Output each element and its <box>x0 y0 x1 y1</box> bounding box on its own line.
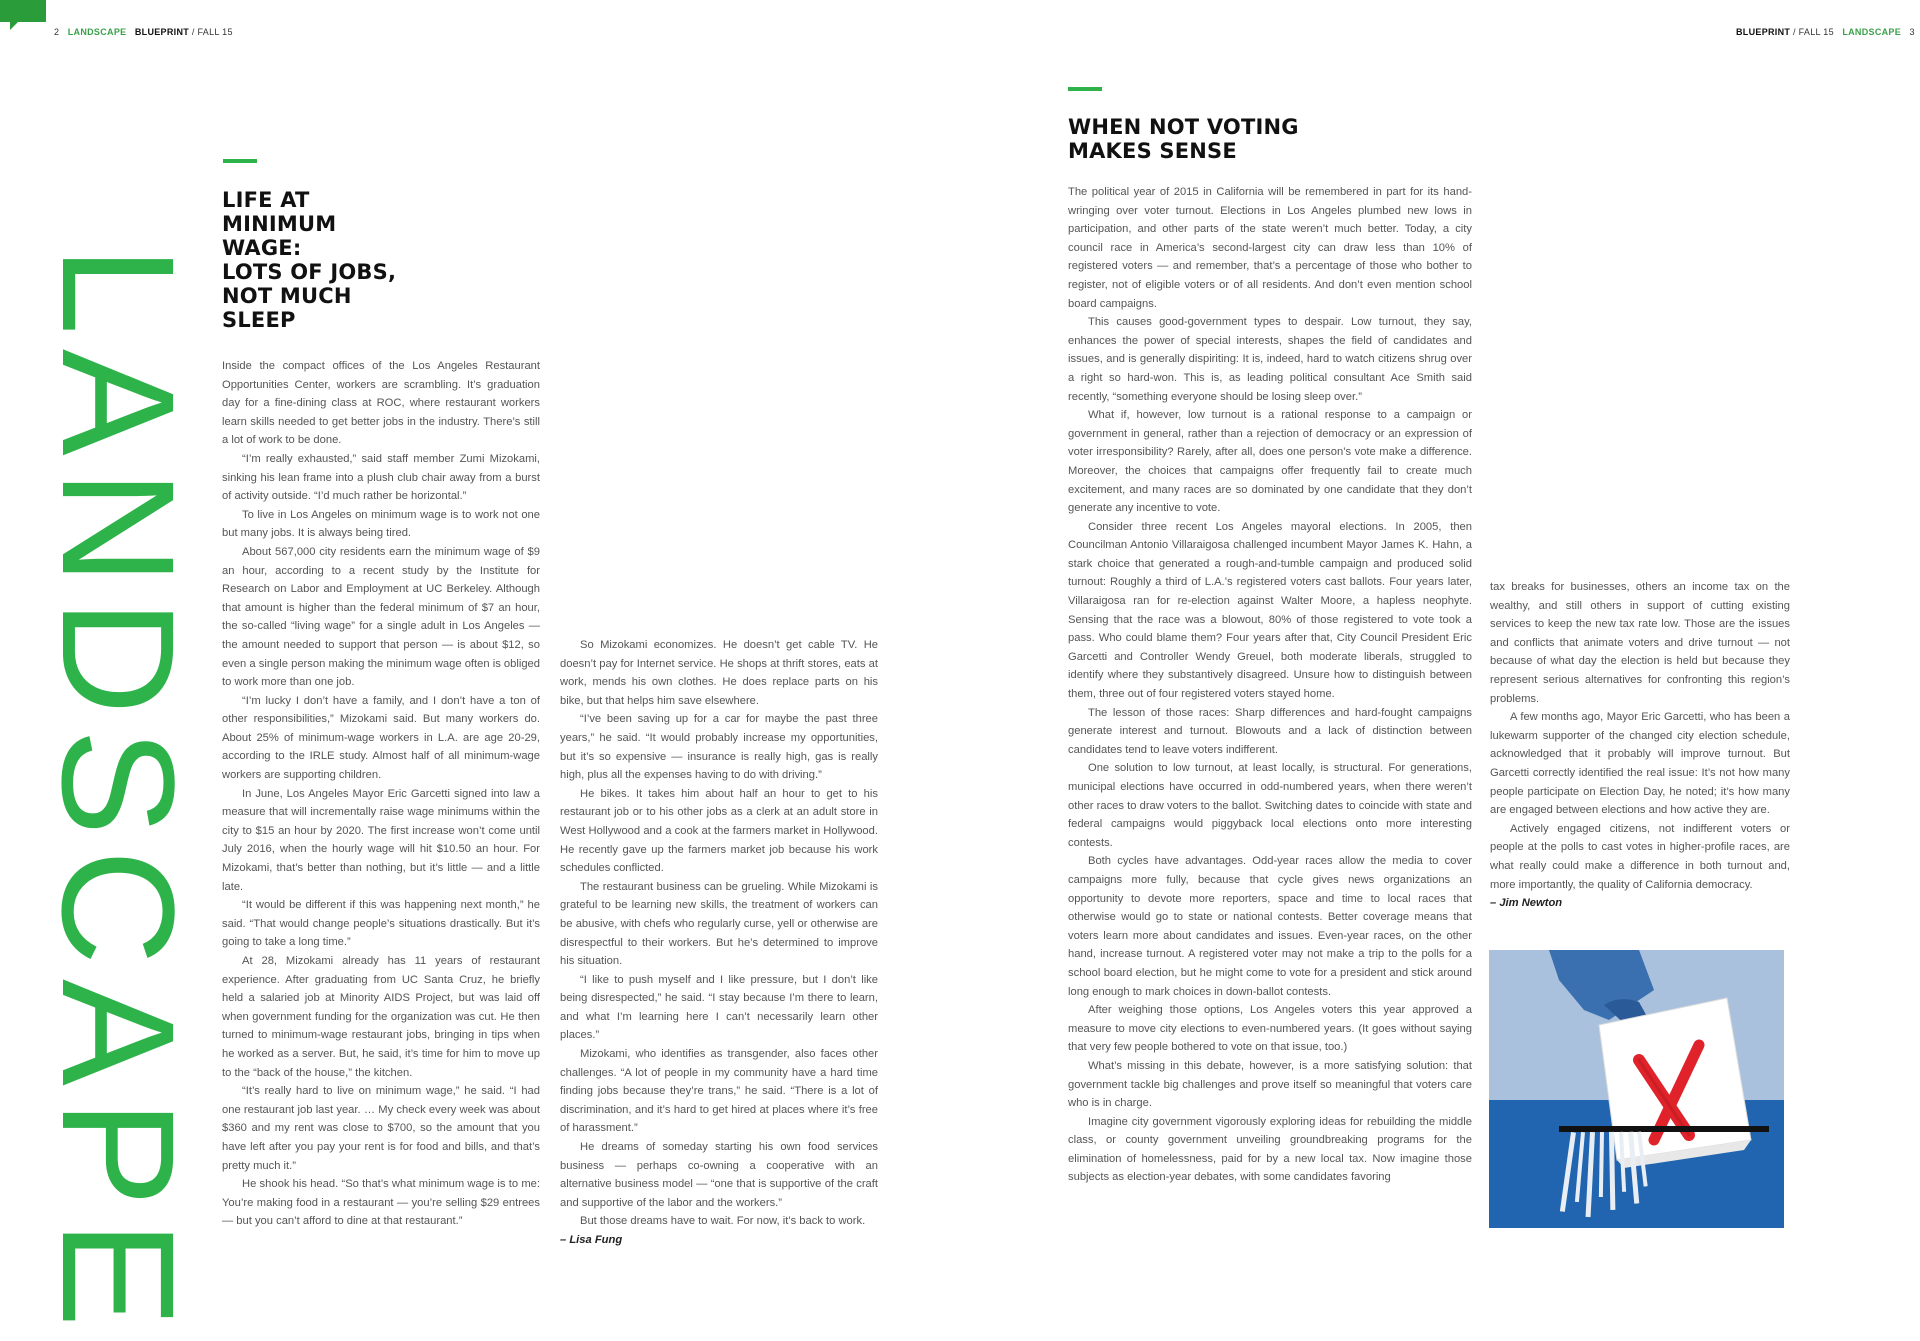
folio-left <box>54 27 233 37</box>
paragraph: Mizokami, who identifies as transgender, also faces other challenges. “A lot of people in my community have a hard time finding jobs because they’re trans,” he said. “There is a lot of discrimination, and it’s hard to get hired at places where it’s free of harassment.” <box>560 1048 878 1135</box>
article1-headline <box>222 188 422 332</box>
paragraph: But those dreams have to wait. For now, it’s back to work. <box>580 1215 866 1228</box>
section-word-text: LANDSCAPE <box>29 246 208 1341</box>
paragraph: So Mizokami economizes. He doesn’t get cable TV. He doesn’t pay for Internet service. He shops at thrift stores, eats at work, mends his own clothes. He does replace parts on his bike, but that helps him save elsewhere. <box>560 639 878 707</box>
ballot-illustration <box>1489 950 1784 1228</box>
headline-line: LOTS OF JOBS, <box>222 260 397 284</box>
paragraph: One solution to low turnout, at least locally, is structural. For generations, municipal elections have occurred in odd-numbered years, when there weren’t other races to draw voters to the ballot. Switching dates to coincide with state and federal campaigns would piggyback local elections onto more interesting contests. <box>1068 762 1472 849</box>
article2-column-1 <box>1068 183 1472 1187</box>
headline-line: MAKES SENSE <box>1068 139 1237 163</box>
paragraph: He bikes. It takes him about half an hour to get to his restaurant job or to his other jobs as a clerk at an adult store in West Hollywood and a cook at the farmers market in Hollywood. He recently gave up the farmers market job because his work schedules conflicted. <box>560 787 878 875</box>
paragraph: At 28, Mizokami already has 11 years of restaurant experience. After graduating from UC Santa Cruz, he briefly held a salaried job at Minority AIDS Project, but was laid off when government funding for the organization was cut. He then turned to minimum-wage restaurant jobs, bringing in tips when he worked as a server. But, he said, it’s time for him to move up to the “back of the house,” the kitchen. <box>222 955 540 1079</box>
paragraph: Both cycles have advantages. Odd-year races allow the media to cover campaigns more fully, because that cycle gives news organizations an opportunity to devote more reporters, space and time to local races that otherwise would go to state or national contests. Better coverage means that voters learn more about candidates and issues. Even-year races, on the other hand, increase turnout. A registered voter may not make a trip to the polls for a school board election, but he might come to vote for a president and stick around long enough to mark choices in down-ballot contests. <box>1068 855 1472 998</box>
headline-rule-2 <box>1068 87 1102 91</box>
article1-column-1 <box>222 357 540 1231</box>
paragraph: Imagine city government vigorously exploring ideas for rebuilding the middle class, or county government unveiling groundbreaking programs for the elimination of homelessness, paid for by a new local tax. Now imagine those subjects as election-year debates, with some candidates favoring <box>1068 1115 1472 1184</box>
article1-column-2 <box>560 636 878 1250</box>
folio-section-right: LANDSCAPE <box>1842 27 1902 37</box>
paragraph: Actively engaged citizens, not indifferent voters or people at the polls to cast votes in higher-profile races, are what really could make a difference in both turnout and, more importantly, the quality of California democracy. <box>1490 822 1790 891</box>
paragraph: To live in Los Angeles on minimum wage is to work not one but many jobs. It is always being tired. <box>222 508 540 540</box>
paragraph: “I’m really exhausted,” said staff member Zumi Mizokami, sinking his lean frame into a plush club chair away from a burst of activity outside. “I’d much rather be horizontal.” <box>222 452 540 503</box>
folio-right <box>1736 27 1915 37</box>
headline-line: MINIMUM <box>222 212 337 236</box>
paragraph: “I’m lucky I don’t have a family, and I don’t have a ton of other responsibilities,” Mizokami said. But many workers do. About 25% of minimum-wage workers in L.A. are age 20-29, according to the IRLE study. Almost half of all minimum-wage workers are supporting children. <box>222 694 540 782</box>
article2-headline <box>1068 115 1368 163</box>
paragraph: “I’ve been saving up for a car for maybe the past three years,” he said. “It would probably increase my opportunities, but it’s so expensive — insurance is really high, gas is really high, plus all the expenses having to do with driving.” <box>560 713 878 782</box>
page-number-left: 2 <box>54 27 60 37</box>
headline-line: NOT MUCH <box>222 284 352 308</box>
paragraph: He dreams of someday starting his own food services business — perhaps co-owning a cooperative with an alternative business model — “one that is supportive of the craft and supportive of the labor and the workers.” <box>560 1141 878 1209</box>
paragraph: The restaurant business can be grueling. While Mizokami is grateful to be learning new skills, the treatment of workers can be abusive, with chefs who regularly curse, yell or otherwise are disrespectful to their workers. But he’s determined to improve his situation. <box>560 880 878 968</box>
folio-issue-right: / FALL 15 <box>1793 27 1834 37</box>
paragraph: A few months ago, Mayor Eric Garcetti, who has been a lukewarm supporter of the changed city election schedule, acknowledged that it probably will improve turnout. But Garcetti correctly identified the real issue: It’s not how many people participate on Election Day, he noted; it’s how many are engaged between elections and how active they are. <box>1490 711 1790 817</box>
corner-tab <box>0 0 46 22</box>
ballot-box-image <box>1489 950 1784 1228</box>
headline-line: LIFE AT <box>222 188 310 212</box>
paragraph: Inside the compact offices of the Los Angeles Restaurant Opportunities Center, workers are scrambling. It’s graduation day for a fine-dining class at ROC, where restaurant workers learn skills needed to get better jobs in the industry. There’s still a lot of work to be done. <box>222 360 540 447</box>
paragraph: What’s missing in this debate, however, is a more satisfying solution: that government tackle big challenges and prove itself so meaningful that voters care who is in charge. <box>1068 1059 1472 1110</box>
headline-rule-1 <box>223 159 257 163</box>
headline-line: WHEN NOT VOTING <box>1068 115 1299 139</box>
folio-issue-left: / FALL 15 <box>191 27 233 37</box>
article2-column-2 <box>1490 578 1790 913</box>
byline: – Lisa Fung <box>560 1234 623 1246</box>
paragraph: “I like to push myself and I like pressure, but I don’t like being disrespected,” he said. “I stay because I’m there to learn, and what I’m learning here I can’t necessarily learn other places.” <box>560 973 878 1042</box>
folio-magazine-left: BLUEPRINT <box>134 27 190 37</box>
paragraph: What if, however, low turnout is a rational response to a campaign or government in general, rather than a rejection of democracy or an expression of voter irresponsibility? Rarely, after all, does one person’s vote make a difference. Moreover, the choices that campaigns offer frequently fail to create much excitement, and many races are so dominated by one candidate that they don’t generate any incentive to vote. <box>1068 409 1472 515</box>
headline-line: SLEEP <box>222 308 296 332</box>
paragraph: After weighing those options, Los Angeles voters this year approved a measure to move city elections to even-numbered years. (It goes without saying that very few people bothered to vote on that issue, too.) <box>1068 1004 1472 1054</box>
page-number-right: 3 <box>1909 27 1915 37</box>
headline-line: WAGE: <box>222 236 302 260</box>
paragraph: This causes good-government types to despair. Low turnout, they say, enhances the power of special interests, shapes the field of candidates and issues, and is generally dispiriting: It is, indeed, hard to watch citizens shrug over a right so hard-won. This is, as leading political consultant Ace Smith said recently, “something everyone should be losing sleep over.” <box>1068 316 1472 403</box>
paragraph: The political year of 2015 in California will be remembered in part for its hand-wringing over voter turnout. Elections in Los Angeles plumbed new lows in participation, and other parts of the state weren’t much better. Today, a city council race in America’s second-largest city can draw less than 10% of registered voters — and remember, that’s a percentage of those who bother to register, not of eligible voters or of all residents. And don’t even mention school board campaigns. <box>1068 186 1472 310</box>
paragraph: He shook his head. “So that’s what minimum wage is to me: You’re making food in a restaurant — you’re selling $29 entrees — but you can’t afford to dine at that restaurant.” <box>222 1178 540 1228</box>
section-word-vertical <box>29 246 208 1341</box>
folio-section-left: LANDSCAPE <box>67 27 127 37</box>
byline: – Jim Newton <box>1490 897 1563 910</box>
paragraph: “It’s really hard to live on minimum wage,” he said. “I had one restaurant job last year. … My check every week was about $360 and my rent was close to $700, so the amount that you have left after you pay your rent is for food and bills, and that’s pretty much it.” <box>222 1085 540 1172</box>
paragraph: The lesson of those races: Sharp differences and hard-fought campaigns generate interest and turnout. Blowouts and a lack of distinction between candidates tend to leave voters indifferent. <box>1068 706 1472 756</box>
paragraph: In June, Los Angeles Mayor Eric Garcetti signed into law a measure that will incrementally raise wage minimums within the city to $15 an hour by 2020. The first increase won’t come until July 2016, when the hourly wage will hit $10.50 an hour. For Mizokami, that’s better than nothing, but it’s little — and a little late. <box>222 787 540 893</box>
folio-magazine-right: BLUEPRINT <box>1736 27 1791 37</box>
paragraph: “It would be different if this was happening next month,” he said. “That would change people’s situations drastically. But it’s going to take a long time.” <box>222 899 540 949</box>
paragraph: About 567,000 city residents earn the minimum wage of $9 an hour, according to a recent study by the Institute for Research on Labor and Employment at UC Berkeley. Although that amount is higher than the federal minimum of $7 an hour, the so-called “living wage” for a single adult in Los Angeles — the amount needed to support that person — is about $12, so even a single person making the minimum wage often is obliged to work more than one job. <box>222 545 540 689</box>
paragraph: tax breaks for businesses, others an income tax on the wealthy, and still others in support of cutting existing services to keep the new tax rate low. Those are the issues and conflicts that animate voters and drive turnout — not because of what day the election is held but because they represent serious alternatives for confronting this region’s problems. <box>1490 581 1790 705</box>
paragraph: Consider three recent Los Angeles mayoral elections. In 2005, then Councilman Antonio Villaraigosa challenged incumbent Mayor James K. Hahn, a stark choice that generated a rough-and-tumble campaign and produced solid turnout: Roughly a third of L.A.’s registered voters cast ballots. Four years later, Villaraigosa ran for re-election against Walter Moore, a hapless neophyte. Sensing that the race was a blowout, 80% of those registered to vote took a pass. Who could blame them? Four years after that, City Council President Eric Garcetti and Controller Wendy Greuel, both moderate liberals, struggled to identify where they substantively disagreed. Unsure how to distinguish between them, three out of four registered voters stayed home. <box>1068 520 1472 701</box>
